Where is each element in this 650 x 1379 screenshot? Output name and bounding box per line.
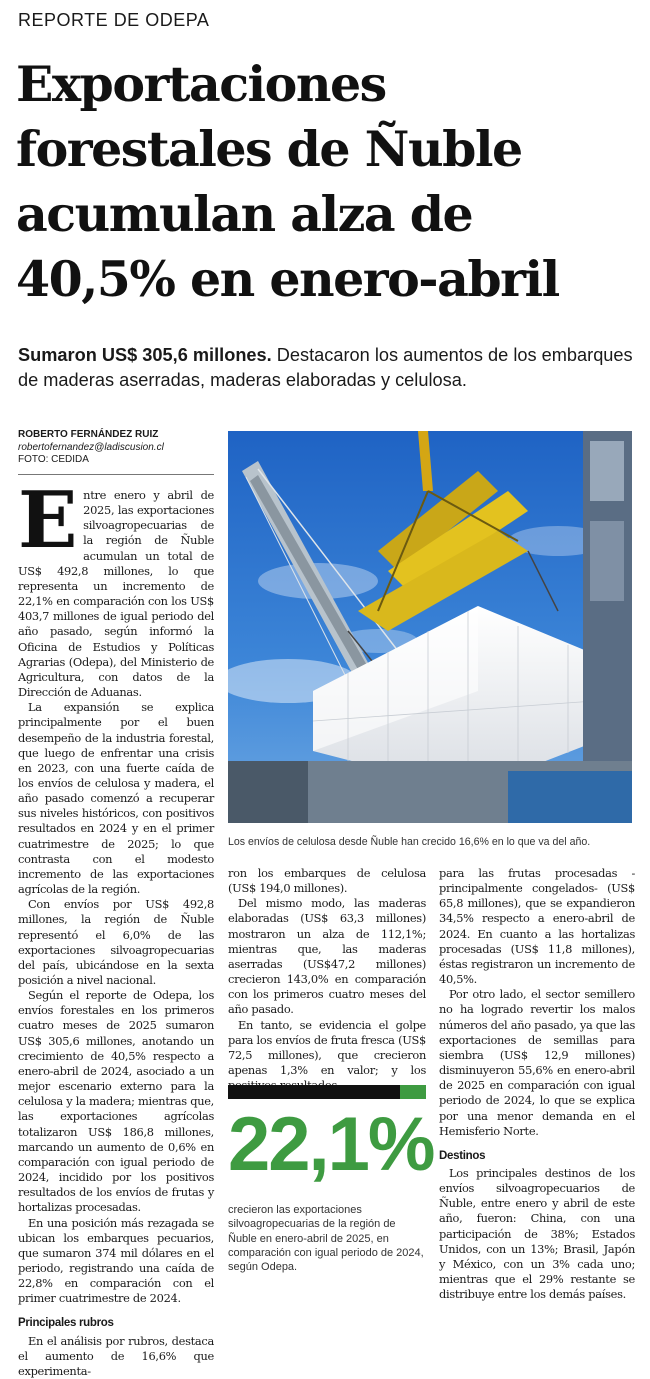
headline-line: acumulan alza de xyxy=(16,185,473,243)
article-column-2 xyxy=(228,866,426,1093)
paragraph: La expansión se explica principalmente por el buen desempeño de la industria forestal, que luego de enfrentar una crisis en 2023, con una fuerte caída de los envíos de celulosa y madera, el año pasado comenzó a recuperar sus niveles históricos, con positivos resultados en 2024 y en el primer cuatrimestre de 2025; lo que contrasta con el modesto incremento de las exportaciones agrícolas de la región. xyxy=(18,700,214,897)
article-column-1 xyxy=(18,475,214,1379)
subhead: Destinos xyxy=(439,1149,486,1162)
paragraph: En el análisis por rubros, destaca el aumento de 16,6% que experimenta- xyxy=(18,1333,214,1378)
paragraph: Entre enero y abril de 2025, las exportaciones silvoagropecuarias de la región de Ñuble acumulan un total de US$ 492,8 millones, lo que representa un incremento de 22,1% en comparación con los US$ 403,7 millones de igual periodo del año pasado, según informó la Oficina de Estudios y Políticas Agrarias (Odepa), del Ministerio de Agricultura, con datos de la Dirección de Aduanas. xyxy=(18,475,214,700)
headline-line: Exportaciones xyxy=(16,55,386,113)
article-photo xyxy=(228,431,632,823)
deck-text: Destacaron los aumentos de los embarques de maderas aserradas, maderas elaboradas y celulosa. xyxy=(18,345,633,390)
section-label: REPORTE DE ODEPA xyxy=(18,10,210,30)
photo-credit: FOTO: CEDIDA xyxy=(18,454,89,465)
subhead: Principales rubros xyxy=(18,1317,114,1330)
paragraph: Según el reporte de Odepa, los envíos forestales en los primeros cuatro meses de 2025 sumaron US$ 305,6 millones, anotando un crecimiento de 40,5% respecto a enero-abril de 2024, asociado a un mejor escenario externo para la celulosa y la madera; mientras que, las exportaciones agrícolas totalizaron US$ 186,8 millones, marcando un aumento de 0,6% en comparación con igual periodo de 2024, incidido por los positivos resultados de los envíos de frutas y hortalizas procesadas. xyxy=(18,988,214,1215)
paragraph: Del mismo modo, las maderas elaboradas (US$ 63,3 millones) mostraron un alza de 112,1%; mientras que, las maderas aserradas (US$47,2 millones) crecieron 143,0% en comparación con los primeros cuatro meses del año pasado. xyxy=(228,896,426,1017)
stat-callout xyxy=(228,1085,434,1274)
deck-bold: Sumaron US$ 305,6 millones. xyxy=(18,345,272,365)
headline-line: 40,5% en enero-abril xyxy=(16,250,559,308)
stat-text: crecieron las exportaciones silvoagropecuarias de la región de Ñuble en enero-abril de 2025, en comparación con igual periodo de 2024, según Odepa. xyxy=(228,1204,424,1274)
stat-bar xyxy=(228,1085,426,1099)
stat-bar-dark xyxy=(228,1085,400,1099)
paragraph: En tanto, se evidencia el golpe para los envíos de fruta fresca (US$ 72,5 millones), que crecieron apenas 1,3% en valor; y los xyxy=(228,1017,426,1078)
stat-value: 22,1% xyxy=(228,1102,434,1187)
photo-caption: Los envíos de celulosa desde Ñuble han crecido 16,6% en lo que va del año. xyxy=(228,836,591,848)
headline-line: forestales de Ñuble xyxy=(16,120,522,178)
byline-author: ROBERTO FERNÁNDEZ RUIZ xyxy=(18,429,159,440)
deck xyxy=(18,343,638,393)
byline-email[interactable]: robertofernandez@ladiscusion.cl xyxy=(18,441,164,453)
paragraph: Por otro lado, el sector semillero no ha logrado revertir los malos números del año pasado, ya que las exportaciones de semillas para siembra (US$ 12,9 millones) disminuyeron 55,6% en enero-abril de 2025 en comparación con igual periodo de 2024, lo que se explica por una menor demanda en el Hemisferio Norte. xyxy=(439,987,635,1138)
paragraph: Los principales destinos de los envíos silvoagropecuarios de Ñuble, entre enero y abril de este año, fueron: China, con una participación de 38%; Estados Unidos, con un 13%; Brasil, Japón y México, con un 3% cada uno; mientras que el 29% restante se distribuye entre los demás países. xyxy=(439,1165,635,1302)
headline xyxy=(16,52,641,312)
article-column-3 xyxy=(439,866,635,1302)
paragraph: Con envíos por US$ 492,8 millones, la región de Ñuble representó el 6,0% de las exportaciones silvoagropecuarias del país, ubicándose en la sexta posición a nivel nacional. xyxy=(18,897,214,987)
byline xyxy=(18,429,214,467)
drop-cap: E xyxy=(18,475,78,566)
paragraph: para las frutas procesadas -principalmente congelados- (US$ 65,8 millones), que se expandieron 34,5% respecto a enero-abril de 2024. En cuanto a las hortalizas procesadas (US$ 11,8 millones), éstas registraron un incremento de 40,5%. xyxy=(439,866,635,987)
paragraph: En una posición más rezagada se ubican los embarques pecuarios, que sumaron 374 mil dólares en el periodo, registrando una caída de 22,8% en comparación con el primer cuatrimestre de 2024. xyxy=(18,1215,214,1306)
stat-bar-accent xyxy=(400,1085,426,1099)
paragraph: ron los embarques de celulosa (US$ 194,0 millones). xyxy=(228,866,426,896)
